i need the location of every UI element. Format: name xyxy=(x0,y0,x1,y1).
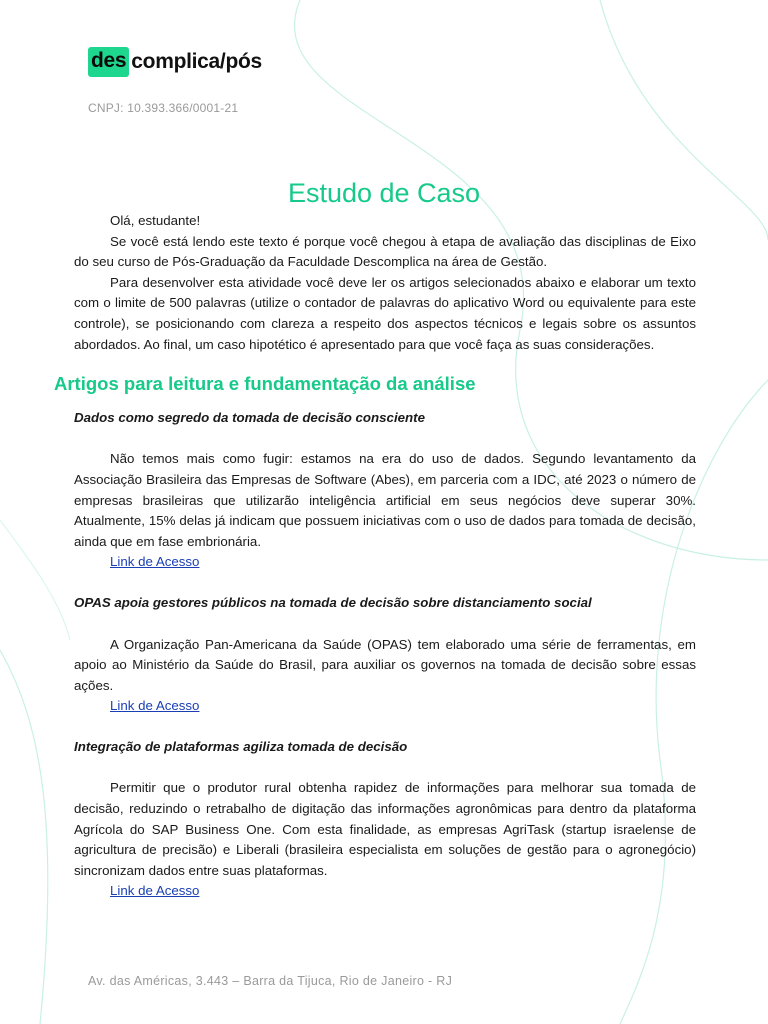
article-body: Permitir que o produtor rural obtenha rapidez de informações para melhorar sua tomada de decisão, reduzindo o retrabalho de digitação das informações agronômicas para dentro da plataforma Agrícola do SAP Business One. Com esta finalidade, as empresas AgriTask (startup israelense de agricultura de precisão) e Liberali (brasileira especialista em soluções de gestão para o agronegócio) sincronizam dados entre suas plataformas. xyxy=(74,780,696,878)
article-title: Dados como segredo da tomada de decisão consciente xyxy=(74,409,425,425)
article-body: Não temos mais como fugir: estamos na era do uso de dados. Segundo levantamento da Associação Brasileira das Empresas de Software (Abes), em parceria com a IDC, até 2023 o número de empresas brasileiras que utilizarão inteligência artificial em seus negócios deve superar 30%. Atualmente, 15% delas já indicam que possuem iniciativas com o uso de dados para tomada de decisão, ainda que em fase embrionária. xyxy=(74,451,696,549)
greeting: Olá, estudante! xyxy=(110,213,201,228)
page-title: Estudo de Caso xyxy=(287,178,481,209)
logo xyxy=(88,46,262,78)
article-title: OPAS apoia gestores públicos na tomada de decisão sobre distanciamento social xyxy=(74,594,592,610)
logo-text: complica/pós xyxy=(131,50,262,73)
document-body xyxy=(54,211,696,902)
cnpj-text: CNPJ: 10.393.366/0001-21 xyxy=(88,101,239,115)
intro-paragraph: Se você está lendo este texto é porque você chegou à etapa de avaliação das disciplinas de Eixo do seu curso de Pós-Graduação da Faculdade Descomplica na área de Gestão. xyxy=(74,233,696,270)
article-link[interactable]: Link de Acesso xyxy=(110,883,200,899)
section-heading: Artigos para leitura e fundamentação da análise xyxy=(54,373,476,395)
logo-highlight: des xyxy=(88,47,129,77)
footer-address: Av. das Américas, 3.443 – Barra da Tijuca, Rio de Janeiro - RJ xyxy=(88,974,453,988)
article-link[interactable]: Link de Acesso xyxy=(110,554,200,570)
intro-paragraph: Para desenvolver esta atividade você deve ler os artigos selecionados abaixo e elaborar um texto com o limite de 500 palavras (utilize o contador de palavras do aplicativo Word ou equivalente para este controle), se posicionando com clareza a respeito dos aspectos técnicos e legais sobre os assuntos abordados. Ao final, um caso hipotético é apresentado para que você faça as suas considerações. xyxy=(74,274,696,352)
article-title: Integração de plataformas agiliza tomada de decisão xyxy=(74,738,408,754)
article-link[interactable]: Link de Acesso xyxy=(110,698,200,714)
article-body: A Organização Pan-Americana da Saúde (OPAS) tem elaborado uma série de ferramentas, em apoio ao Ministério da Saúde do Brasil, para auxiliar os governos na tomada de decisão sobre essas ações. xyxy=(74,636,696,693)
